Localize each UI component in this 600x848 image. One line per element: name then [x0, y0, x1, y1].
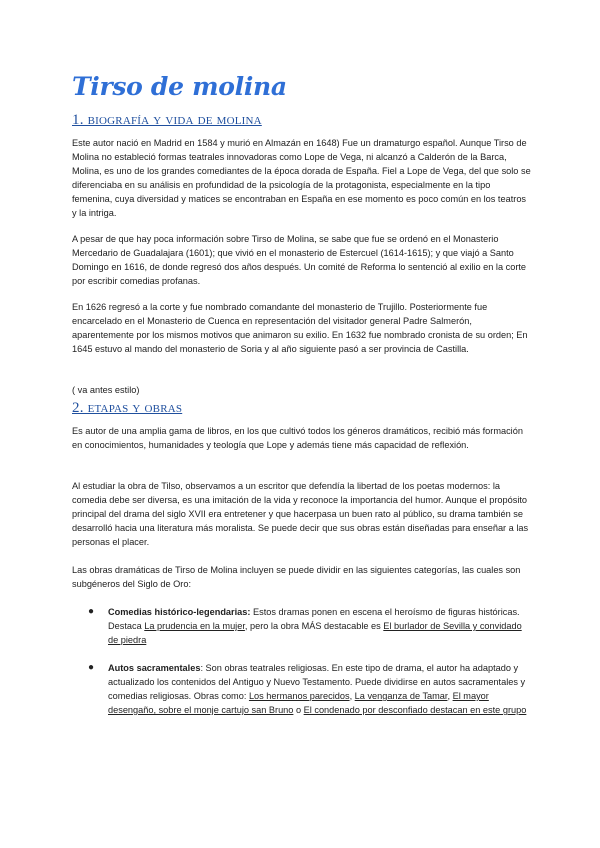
- paragraph-etapas-3: Las obras dramáticas de Tirso de Molina incluyen se puede dividir en las siguientes categorías, las cuales son subgéneros del Siglo de Oro:: [72, 565, 521, 589]
- work-link[interactable]: Los hermanos parecidos: [248, 691, 350, 701]
- list-item-text: Estos dramas ponen en escena el heroísmo de figuras históricas. Destaca: [108, 607, 520, 631]
- list-item-text: : Son obras teatrales religiosas. En este tipo de drama, el autor ha adaptado y actualizado los contenidos del Antiguo y Nuevo Testamento. Puede dividirse en autos sacramentales y comedias religiosas. Obras como:: [108, 663, 526, 701]
- list-item-separator: ,: [349, 691, 355, 701]
- work-link[interactable]: El mayor desengaño, sobre el monje cartujo san Bruno: [108, 691, 489, 715]
- work-link[interactable]: La prudencia en la mujer: [144, 621, 245, 631]
- list-item: [88, 605, 528, 647]
- paragraph-biografia-2: A pesar de que hay poca información sobre Tirso de Molina, se sabe que fue se ordenó en el Monasterio Mercedario de Guadalajara (1601); que vivió en el monasterio de Estercuel (1614-1615); y que viajó a Santo Domingo en 1616, de donde regresó dos años después. Un comité de Reforma lo sentenció al exilio en la corte por escribir comedias profanas.: [72, 234, 527, 286]
- list-item-label: Comedias histórico-legendarias:: [108, 607, 251, 617]
- work-link[interactable]: El condenado por desconfiado destacan en este grupo: [303, 705, 527, 715]
- bullet-icon: ●: [88, 606, 95, 617]
- note-text: ( va antes estilo): [72, 385, 140, 395]
- works-list: [88, 605, 528, 647]
- list-item-text: , pero la obra MÁS destacable es: [244, 621, 384, 631]
- bullet-icon: ●: [88, 662, 95, 673]
- paragraph-biografia-3: En 1626 regresó a la corte y fue nombrado comandante del monasterio de Trujillo. Posteriormente fue encarcelado en el Monasterio de Cuenca en representación del visitador general Padre Salmerón, aparentemente por los mismos motivos que animaron su exilio. En 1632 fue nombrado cronista de su orden; En 1645 estuvo al mando del monasterio de Soria y al año siguiente pasó a ser provincia de Castilla.: [72, 302, 528, 354]
- work-link[interactable]: El burlador de Sevilla y convidado de piedra: [108, 621, 522, 645]
- list-item-separator: o: [293, 705, 304, 715]
- paragraph-biografia-1: Este autor nació en Madrid en 1584 y murió en Almazán en 1648) Fue un dramaturgo español. Aunque Tirso de Molina no estableció formas teatrales innovadoras como Lope de Vega, ni alcanzó a Calderón de la Barca, Molina, es uno de los grandes comediantes de la época dorada de España. Fiel a Lope de Vega, del que solo se diferenciaba en su análisis en profundidad de la psicología de la protagonista, especialmente en la tipo femenina, cuya diversidad y matices se encontraban en España en ese momento es poco común en los teatros y la intriga.: [72, 138, 531, 218]
- works-list-2: [88, 661, 528, 717]
- paragraph-etapas-1: Es autor de una amplia gama de libros, en los que cultivó todos los géneros dramáticos, recibió más formación en conocimientos, humanidades y teología que Lope y además tiene más capacidad de reflexión.: [72, 426, 523, 450]
- list-item-separator: ,: [447, 691, 453, 701]
- work-link[interactable]: La venganza de Tamar: [354, 691, 448, 701]
- page-title: Tirso de molina: [72, 72, 287, 101]
- section-heading-etapas: 2. etapas y obras: [72, 400, 183, 416]
- paragraph-etapas-2: Al estudiar la obra de Tilso, observamos a un escritor que defendía la libertad de los poetas modernos: la comedia debe ser diversa, es una imitación de la vida y reconoce la importancia del humor. Aunque el propósito principal del drama del siglo XVII era entretener y que hacerpasa un buen rato al público, su drama también se desarrolló hacia una literatura más moralista. Se puede decir que sus obras están diseñadas para enseñar a las personas el placer.: [72, 481, 529, 547]
- section-heading-biografia: 1. biografía y vida de molina: [72, 112, 262, 128]
- list-item: [88, 661, 528, 717]
- list-item-label: Autos sacramentales: [108, 663, 201, 673]
